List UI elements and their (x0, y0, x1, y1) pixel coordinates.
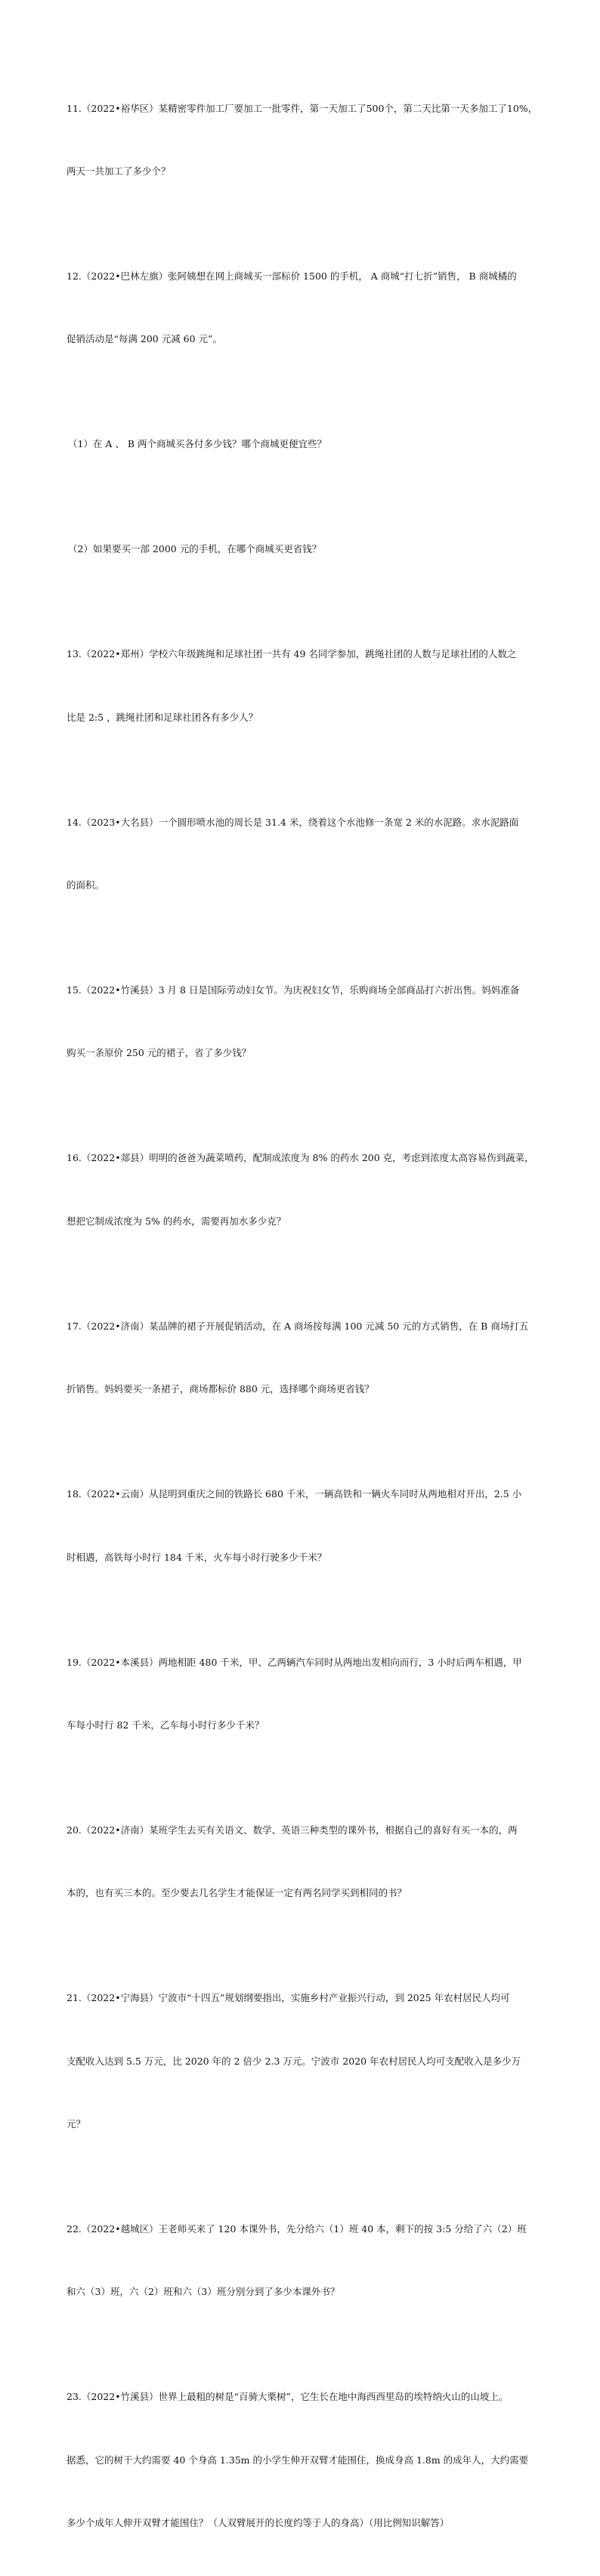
problem-line: 促销活动是“每满 200 元减 60 元”。 (66, 333, 222, 345)
problem-20 (66, 1778, 558, 1945)
problem-12-part-1 (66, 392, 558, 497)
problem-line: 16.（2022•郯县）明明的爸爸为蔬菜喷药，配制成浓度为 8% 的药水 200 克，考虑到浓度太高容易伤到蔬菜， (66, 1152, 534, 1164)
problem-12-part-2 (66, 497, 558, 602)
problem-14 (66, 770, 558, 937)
problem-12 (66, 224, 558, 391)
problem-line: 14.（2023•大名县）一个圆形喷水池的周长是 31.4 米，绕着这个水池修一条宽 2 米的水泥路。求水泥路面 (66, 816, 519, 828)
problem-22 (66, 2176, 558, 2344)
problem-23 (66, 2345, 558, 2576)
problem-line: 20.（2022•济南）某班学生去买有关语文、数学、英语三种类型的课外书，根据自己的喜好有买一本的，两 (66, 1824, 518, 1836)
problem-15 (66, 937, 558, 1105)
problem-line: 19.（2022•本溪县）两地相距 480 千米，甲、乙两辆汽车同时从两地出发相向而行，3 小时后两车相遇，甲 (66, 1656, 522, 1668)
problem-line: 18.（2022•云南）从昆明到重庆之间的铁路长 680 千米，一辆高铁和一辆火车同时从两地相对开出，2.5 小 (66, 1488, 522, 1500)
problem-19 (66, 1610, 558, 1778)
problem-line: 15.（2022•竹溪县）3 月 8 日是国际劳动妇女节。为庆祝妇女节，乐购商场全部商品打六折出售。妈妈准备 (66, 984, 520, 996)
problem-18 (66, 1442, 558, 1610)
problem-line: 的面积。 (66, 879, 105, 891)
problem-line: 21.（2022•宁海县）宁波市“十四五”规划纲要指出，实施乡村产业振兴行动，到 2025 年农村居民人均可 (66, 1992, 510, 2004)
problem-line: 比是 2:5 ，跳绳社团和足球社团各有多少人？ (66, 711, 258, 723)
problem-line: 支配收入达到 5.5 万元，比 2020 年的 2 倍少 2.3 万元。宁波市 2020 年农村居民人均可支配收入是多少万 (66, 2055, 521, 2067)
problem-line: 13.（2022•郑州）学校六年级跳绳和足球社团一共有 49 名同学参加，跳绳社团的人数与足球社团的人数之 (66, 648, 517, 660)
problem-line: 时相遇，高铁每小时行 184 千米，火车每小时行驶多少千米？ (66, 1551, 327, 1563)
problem-line: 12.（2022•巴林左旗）张阿姨想在网上商城买一部标价 1500 的手机， A 商城“打七折”销售， B 商城橘的 (66, 270, 517, 282)
problem-21 (66, 1946, 558, 2177)
problem-11 (66, 56, 558, 224)
problem-16 (66, 1106, 558, 1274)
problem-line: 本的，也有买三本的。至少要去几名学生才能保证一定有两名同学买到相同的书？ (66, 1887, 407, 1899)
problem-13 (66, 602, 558, 770)
problem-line: 17.（2022•济南）某品牌的裙子开展促销活动，在 A 商场按每满 100 元减 50 元的方式销售，在 B 商场打五 (66, 1320, 529, 1332)
problem-line: 想把它制成浓度为 5% 的药水，需要再加水多少克？ (66, 1215, 286, 1227)
problem-list (66, 56, 558, 2576)
problem-line: 22.（2022•越城区）王老师买来了 120 本课外书，先分给六（1）班 40 本，剩下的按 3:5 分给了六（2）班 (66, 2223, 527, 2235)
problem-line: 多少个成年人伸开双臂才能围住？（人双臂展开的长度约等于人的身高）（用比例知识解答） (66, 2517, 450, 2529)
problem-line: 车每小时行 82 千米，乙车每小时行多少千米？ (66, 1719, 264, 1731)
problem-line: 11.（2022•裕华区）某精密零件加工厂要加工一批零件，第一天加工了500个，第二天比第一天多加工了10%， (66, 102, 538, 114)
problem-line: （1）在 A 、 B 两个商城买各付多少钱？哪个商城更便宜些？ (68, 438, 327, 450)
problem-line: 购买一条原价 250 元的裙子，省了多少钱？ (66, 1047, 252, 1059)
problem-line: 23.（2022•竹溪县）世界上最粗的树是“百骑大栗树”，它生长在地中海西西里岛的埃特纳火山的山坡上。 (66, 2391, 509, 2403)
problem-line: 元？ (66, 2118, 86, 2130)
problem-line: 两天一共加工了多少个？ (66, 165, 171, 177)
problem-line: 和六（3）班，六（2）班和六（3）班分别分到了多少本课外书？ (66, 2286, 340, 2298)
problem-17 (66, 1274, 558, 1441)
problem-line: 据悉，它的树干大约需要 40 个身高 1.35m 的小学生伸开双臂才能围住，换成身高 1.8m 的成年人，大约需要 (66, 2454, 529, 2466)
problem-line: 折销售。妈妈要买一条裙子，商场都标价 880 元，选择哪个商场更省钱？ (66, 1383, 374, 1395)
problem-line: （2）如果要买一部 2000 元的手机，在哪个商城买更省钱？ (68, 543, 322, 555)
